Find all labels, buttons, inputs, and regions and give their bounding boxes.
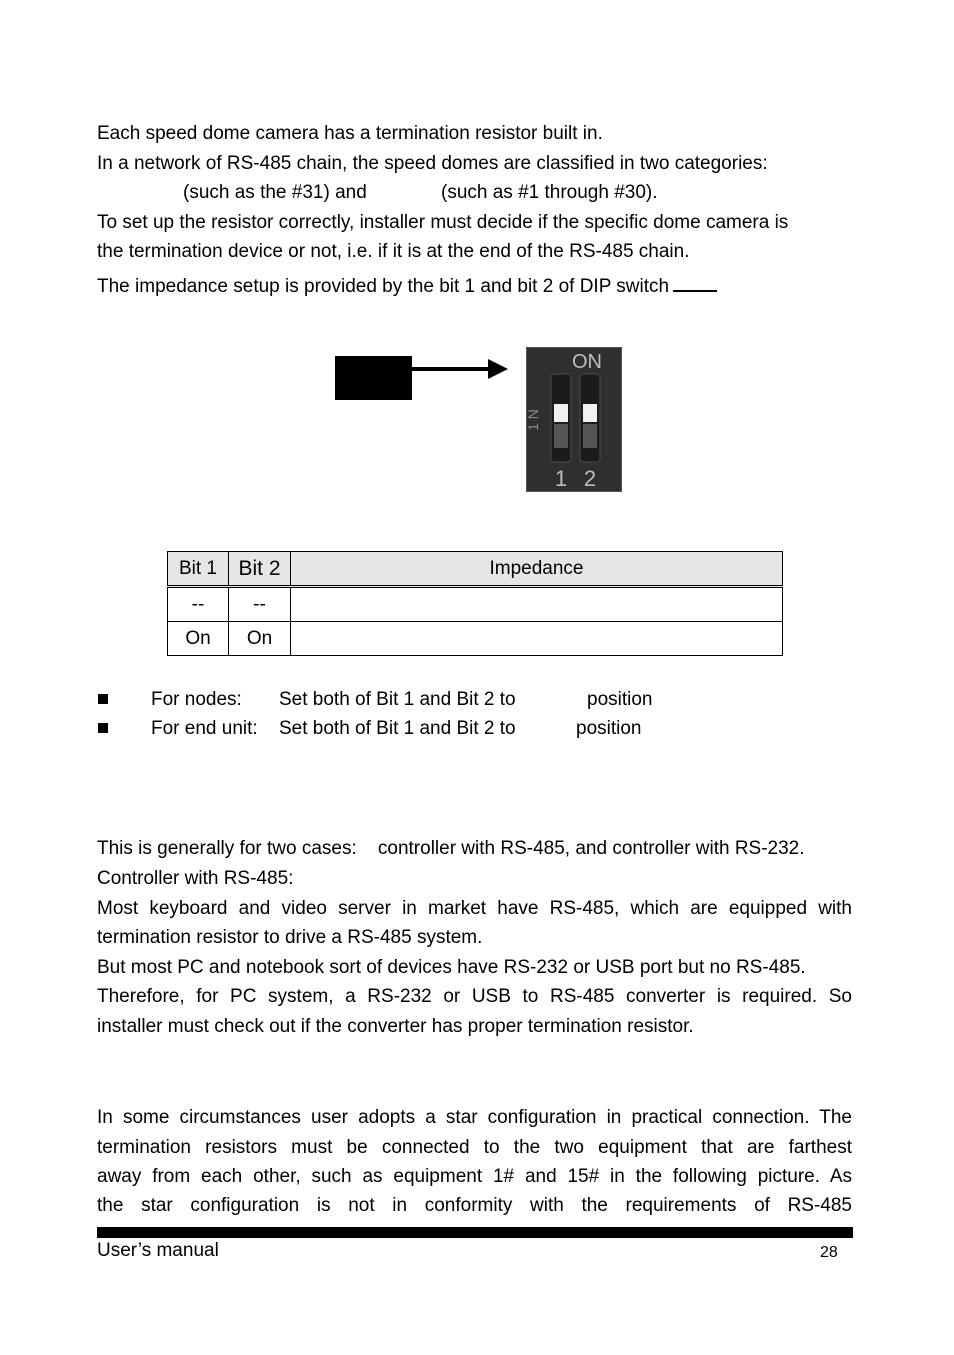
header-bit-2: Bit 2 xyxy=(229,552,291,587)
controller-line-3: Most keyboard and video server in market have RS-485, which are equipped with xyxy=(97,898,852,919)
dip-bit2-label: 2 xyxy=(583,466,597,491)
header-bit-1: Bit 1 xyxy=(168,552,229,587)
table-header-row xyxy=(168,552,783,587)
dip-switch-sentence: The impedance setup is provided by the bit 1 and bit 2 of DIP switch xyxy=(97,276,670,297)
star-line-3: away from each other, such as equipment 1# and 15# in the following picture. As xyxy=(97,1166,852,1187)
dip-switch-image xyxy=(527,348,621,491)
intro-line-3b: (such as #1 through #30). xyxy=(441,182,658,203)
intro-line-6 xyxy=(97,272,717,299)
callout-label-box xyxy=(335,356,412,400)
dip-switch-photo xyxy=(526,347,622,492)
dip-side-label: 1 N xyxy=(525,409,541,431)
intro-line-2: In a network of RS-485 chain, the speed domes are classified in two categories: xyxy=(97,153,768,174)
intro-line-5: the termination device or not, i.e. if it is at the end of the RS-485 chain. xyxy=(97,241,690,262)
bullet-square-icon xyxy=(98,723,108,733)
controller-line-2: Controller with RS-485: xyxy=(97,868,294,889)
row-2-bit-2: On xyxy=(229,622,291,656)
row-1-bit-1: -- xyxy=(168,587,229,622)
intro-line-4: To set up the resistor correctly, installer must decide if the specific dome camera is xyxy=(97,212,789,233)
footer-rule xyxy=(97,1227,853,1238)
dip-bit1-label: 1 xyxy=(554,466,568,491)
bullet-2-suffix: position xyxy=(576,718,642,739)
arrow-right-icon xyxy=(412,355,512,385)
blank-underline xyxy=(673,272,717,292)
intro-line-3a: (such as the #31) and xyxy=(183,182,367,203)
controller-line-7: installer must check out if the converter has proper termination resistor. xyxy=(97,1016,694,1037)
bullet-2-text: Set both of Bit 1 and Bit 2 to xyxy=(279,718,516,739)
controller-line-6: Therefore, for PC system, a RS-232 or USB to RS-485 converter is required. So xyxy=(97,986,852,1007)
dip-on-label: ON xyxy=(572,351,602,373)
row-2-bit-1: On xyxy=(168,622,229,656)
table-row xyxy=(168,622,783,656)
star-line-2: termination resistors must be connected to the two equipment that are farthest xyxy=(97,1137,852,1158)
row-2-impedance xyxy=(291,622,783,656)
controller-line-1: This is generally for two cases: controller with RS-485, and controller with RS-232. xyxy=(97,838,805,859)
intro-line-1: Each speed dome camera has a termination resistor built in. xyxy=(97,123,603,144)
impedance-table xyxy=(167,551,783,656)
bullet-2-label: For end unit: xyxy=(151,718,258,739)
bullet-square-icon xyxy=(98,694,108,704)
page-number: 28 xyxy=(820,1244,838,1261)
star-line-1: In some circumstances user adopts a star configuration in practical connection. The xyxy=(97,1107,852,1128)
star-line-4: the star configuration is not in conformity with the requirements of RS-485 xyxy=(97,1195,852,1216)
controller-line-5: But most PC and notebook sort of devices have RS-232 or USB port but no RS-485. xyxy=(97,957,806,978)
header-impedance: Impedance xyxy=(291,552,783,587)
bullet-1-text: Set both of Bit 1 and Bit 2 to xyxy=(279,689,516,710)
table-row xyxy=(168,587,783,622)
row-1-impedance xyxy=(291,587,783,622)
bullet-1-label: For nodes: xyxy=(151,689,242,710)
footer-manual: User’s manual xyxy=(97,1240,219,1261)
controller-line-4: termination resistor to drive a RS-485 system. xyxy=(97,927,483,948)
row-1-bit-2: -- xyxy=(229,587,291,622)
bullet-1-suffix: position xyxy=(587,689,653,710)
